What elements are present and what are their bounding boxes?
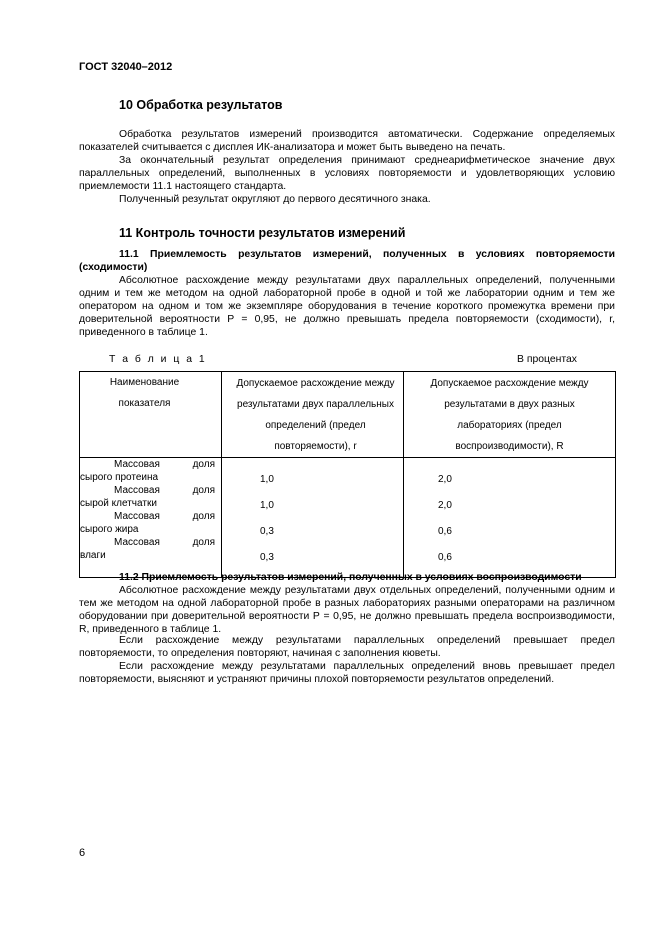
value-r: 1,0 — [260, 500, 274, 511]
section-10-paragraph-1: Обработка результатов измерений производится автоматически. Содержание определяемых показателей считывается с дисплея ИК-анализатора и может быть выведено на печать. — [79, 129, 615, 153]
reproducibility-values-cell — [404, 458, 616, 578]
table-row: Массовая доля сырой клетчатки — [80, 485, 215, 509]
subsection-11-2-title: 11.2 Приемлемость результатов измерений, полученных в условиях воспроизводимости — [119, 572, 582, 583]
table-row: Массовая доля сырого протеина — [80, 459, 215, 483]
section-11-title: 11 Контроль точности результатов измерений — [119, 226, 406, 240]
table-caption: Т а б л и ц а 1 — [109, 354, 207, 365]
document-code: ГОСТ 32040–2012 — [79, 61, 173, 73]
table-row: Массовая доля сырого жира — [80, 511, 215, 535]
value-R: 0,6 — [438, 552, 452, 563]
page-number: 6 — [79, 847, 86, 859]
repeatability-values-cell — [222, 458, 404, 578]
table-row: Массовая доля влаги — [80, 537, 215, 561]
subsection-11-1-paragraph: Абсолютное расхождение между результатами двух параллельных определений, полученными одним и тем же методом на одной лабораторной пробе в одной и той же лаборатории одним и тем же оператором на одном и том же экземпляре оборудования в течение короткого промежутка времени при доверительной вероятности Р = 0,95, не должно превышать предела повторяемости (сходимости), r, приведенного в таблице 1. — [79, 275, 615, 338]
section-10-paragraph-3: Полученный результат округляют до первого десятичного знака. — [119, 194, 431, 205]
value-R: 2,0 — [438, 500, 452, 511]
subsection-11-1-title: 11.1 Приемлемость результатов измерений, полученных в условиях повторяемости (сходимости) — [79, 249, 615, 273]
value-r: 0,3 — [260, 526, 274, 537]
table-unit: В процентах — [517, 354, 577, 365]
subsection-11-2-paragraph-2: Если расхождение между результатами параллельных определений превышает предел повторяемости, то определения повторяют, начиная с заполнения кюветы. — [79, 635, 615, 659]
header-reproducibility: Допускаемое расхождение между результатами в двух разных лабораториях (предел воспроизводимости), R — [404, 372, 616, 458]
value-R: 2,0 — [438, 474, 452, 485]
value-r: 1,0 — [260, 474, 274, 485]
section-10-paragraph-2: За окончательный результат определения принимают среднеарифметическое значение двух параллельных определений, выполненных в условиях повторяемости и удовлетворяющих условию приемлемости 11.1 настоящего стандарта. — [79, 155, 615, 192]
results-table — [79, 371, 616, 578]
indicator-names-cell — [80, 458, 222, 578]
subsection-11-2-paragraph-1: Абсолютное расхождение между результатами двух отдельных определений, полученными одним и тем же методом на одной лабораторной пробе в разных лабораториях разными операторами на различном оборудовании при доверительной вероятности Р = 0,95, не должно превышать предела воспроизводимости, R, приведенного в таблице 1. — [79, 585, 615, 635]
subsection-11-2-paragraph-3: Если расхождение между результатами параллельных определений вновь превышает предел повторяемости, выясняют и устраняют причины плохой повторяемости результатов определений. — [79, 661, 615, 685]
header-indicator-name: Наименование показателя — [80, 372, 222, 458]
table-header-row — [80, 372, 616, 458]
table-body-row — [80, 458, 616, 578]
value-r: 0,3 — [260, 552, 274, 563]
value-R: 0,6 — [438, 526, 452, 537]
header-repeatability: Допускаемое расхождение между результатами двух параллельных определений (предел повторяемости), r — [222, 372, 404, 458]
section-10-title: 10 Обработка результатов — [119, 98, 283, 112]
